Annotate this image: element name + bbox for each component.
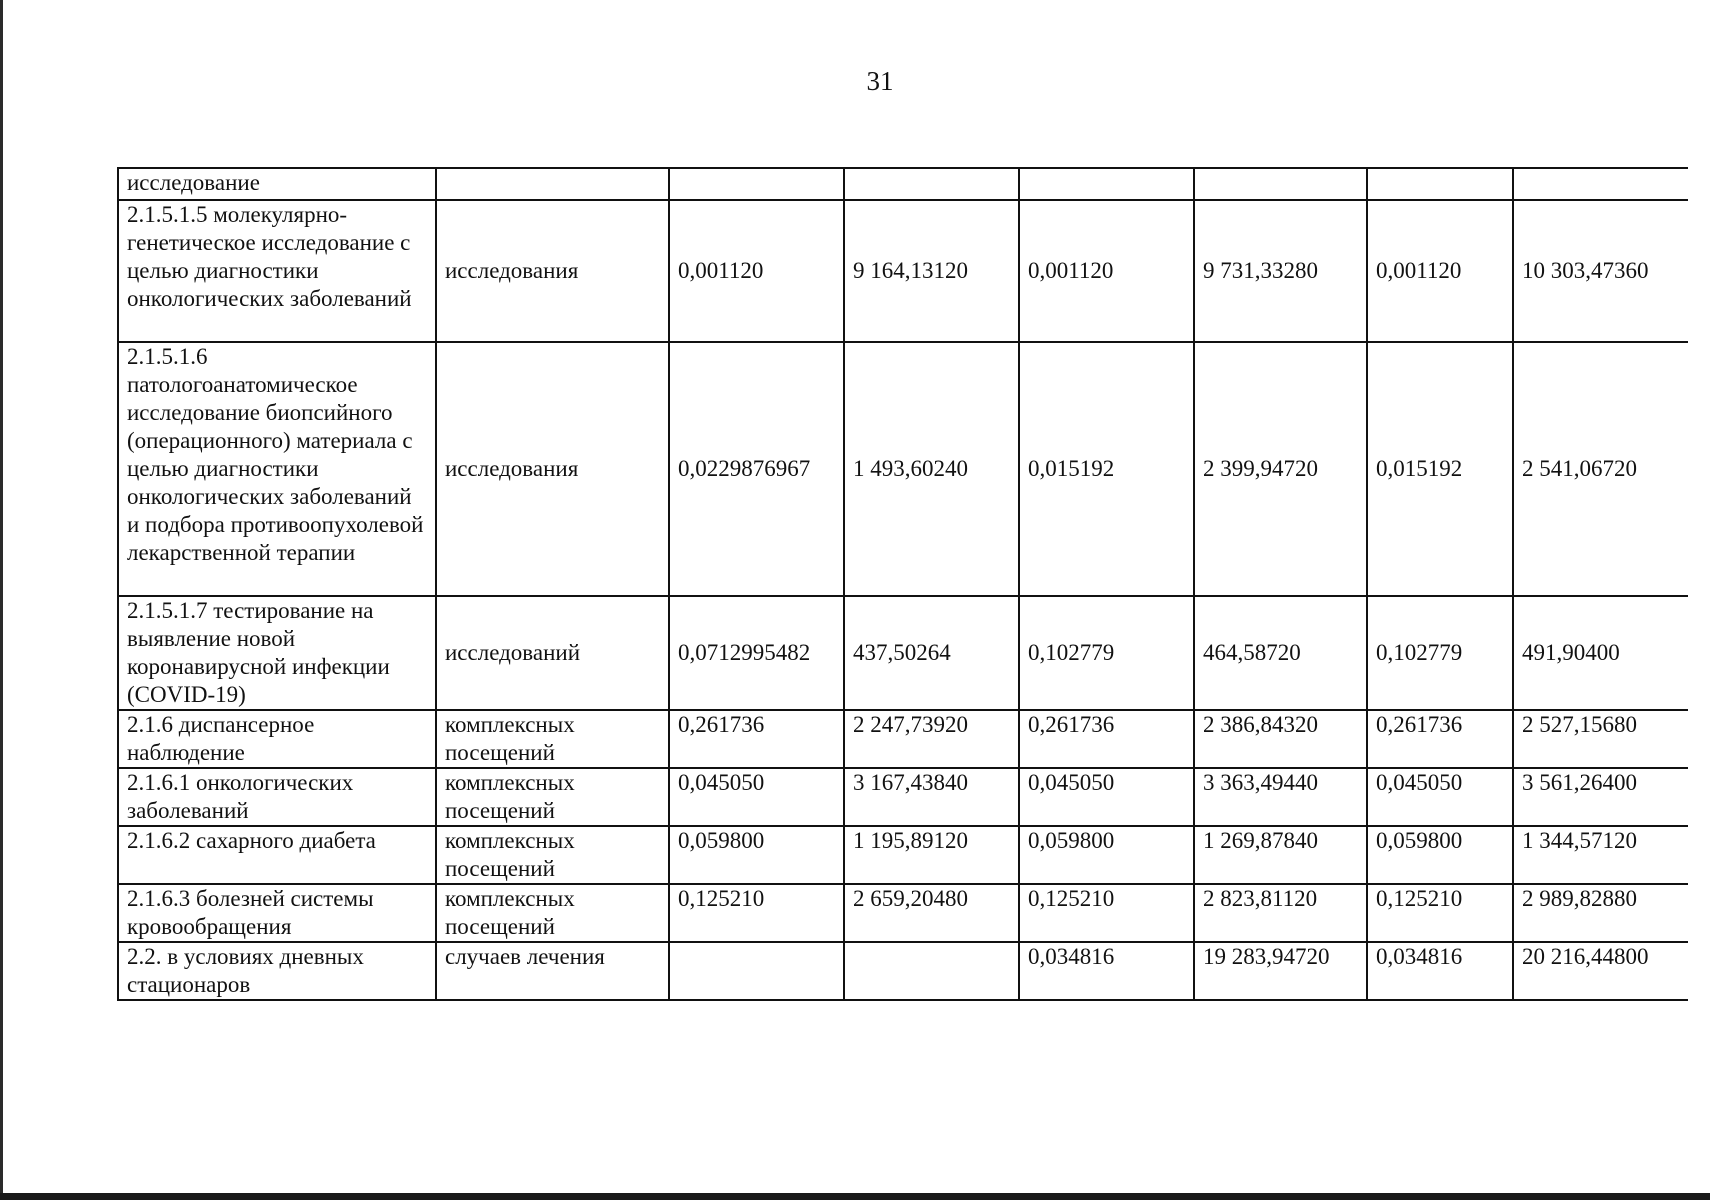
value-cell: 437,50264: [844, 596, 1019, 710]
table-row: [118, 596, 1688, 710]
service-name-cell: 2.1.5.1.7 тестирование на выявление новой коронавирусной инфекции (COVID-19): [118, 596, 436, 710]
value-cell: 2 541,06720: [1513, 342, 1688, 596]
value-cell: [1019, 168, 1194, 200]
value-cell: 0,001120: [1019, 200, 1194, 342]
value-cell: 3 363,49440: [1194, 768, 1367, 826]
service-name-cell: 2.1.5.1.5 молекулярно-генетическое исследование с целью диагностики онкологических заболеваний: [118, 200, 436, 342]
scan-bottom-edge: [0, 1193, 1710, 1200]
value-cell: 9 731,33280: [1194, 200, 1367, 342]
value-cell: 0,261736: [669, 710, 844, 768]
value-cell: 20 216,44800: [1513, 942, 1688, 1000]
unit-cell: комплексных посещений: [436, 826, 669, 884]
unit-cell: исследований: [436, 596, 669, 710]
value-cell: 0,125210: [1367, 884, 1513, 942]
unit-cell: комплексных посещений: [436, 710, 669, 768]
value-cell: 1 493,60240: [844, 342, 1019, 596]
value-cell: 9 164,13120: [844, 200, 1019, 342]
value-cell: 1 344,57120: [1513, 826, 1688, 884]
value-cell: [669, 942, 844, 1000]
value-cell: 0,125210: [1019, 884, 1194, 942]
value-cell: 0,015192: [1367, 342, 1513, 596]
value-cell: [1513, 168, 1688, 200]
value-cell: 0,261736: [1019, 710, 1194, 768]
value-cell: 0,0712995482: [669, 596, 844, 710]
table-row: [118, 168, 1688, 200]
value-cell: 2 399,94720: [1194, 342, 1367, 596]
service-name-cell: 2.2. в условиях дневных стационаров: [118, 942, 436, 1000]
value-cell: 491,90400: [1513, 596, 1688, 710]
scan-left-edge: [0, 0, 3, 1200]
value-cell: 2 823,81120: [1194, 884, 1367, 942]
unit-cell: [436, 168, 669, 200]
value-cell: 0,059800: [669, 826, 844, 884]
value-cell: 0,001120: [669, 200, 844, 342]
value-cell: [1194, 168, 1367, 200]
service-name-cell: 2.1.6.2 сахарного диабета: [118, 826, 436, 884]
value-cell: 2 527,15680: [1513, 710, 1688, 768]
value-cell: 464,58720: [1194, 596, 1367, 710]
value-cell: 2 989,82880: [1513, 884, 1688, 942]
unit-cell: исследования: [436, 200, 669, 342]
value-cell: 0,102779: [1367, 596, 1513, 710]
value-cell: 1 269,87840: [1194, 826, 1367, 884]
value-cell: [1367, 168, 1513, 200]
service-name-cell: исследование: [118, 168, 436, 200]
value-cell: 2 247,73920: [844, 710, 1019, 768]
value-cell: 3 167,43840: [844, 768, 1019, 826]
value-cell: 0,015192: [1019, 342, 1194, 596]
value-cell: 3 561,26400: [1513, 768, 1688, 826]
table-row: [118, 826, 1688, 884]
value-cell: [844, 168, 1019, 200]
value-cell: 0,045050: [1019, 768, 1194, 826]
value-cell: [669, 168, 844, 200]
table-row: [118, 342, 1688, 596]
service-name-cell: 2.1.6.1 онкологических заболеваний: [118, 768, 436, 826]
value-cell: 2 659,20480: [844, 884, 1019, 942]
value-cell: 2 386,84320: [1194, 710, 1367, 768]
value-cell: 19 283,94720: [1194, 942, 1367, 1000]
value-cell: 10 303,47360: [1513, 200, 1688, 342]
value-cell: 0,102779: [1019, 596, 1194, 710]
value-cell: 0,001120: [1367, 200, 1513, 342]
value-cell: 0,034816: [1367, 942, 1513, 1000]
value-cell: 0,261736: [1367, 710, 1513, 768]
service-name-cell: 2.1.5.1.6 патологоанатомическое исследование биопсийного (операционного) материала с целью диагностики онкологических заболеваний и подбора противоопухолевой лекарственной терапии: [118, 342, 436, 596]
table-row: [118, 768, 1688, 826]
value-cell: 0,0229876967: [669, 342, 844, 596]
unit-cell: комплексных посещений: [436, 884, 669, 942]
unit-cell: случаев лечения: [436, 942, 669, 1000]
service-name-cell: 2.1.6.3 болезней системы кровообращения: [118, 884, 436, 942]
table-row: [118, 200, 1688, 342]
value-cell: 0,045050: [669, 768, 844, 826]
table-row: [118, 710, 1688, 768]
value-cell: 0,125210: [669, 884, 844, 942]
value-cell: [844, 942, 1019, 1000]
table-row: [118, 942, 1688, 1000]
value-cell: 0,045050: [1367, 768, 1513, 826]
value-cell: 0,059800: [1019, 826, 1194, 884]
value-cell: 1 195,89120: [844, 826, 1019, 884]
table-row: [118, 884, 1688, 942]
unit-cell: исследования: [436, 342, 669, 596]
unit-cell: комплексных посещений: [436, 768, 669, 826]
tariff-table: [117, 167, 1688, 1001]
service-name-cell: 2.1.6 диспансерное наблюдение: [118, 710, 436, 768]
value-cell: 0,059800: [1367, 826, 1513, 884]
value-cell: 0,034816: [1019, 942, 1194, 1000]
page-number: 31: [866, 66, 894, 96]
